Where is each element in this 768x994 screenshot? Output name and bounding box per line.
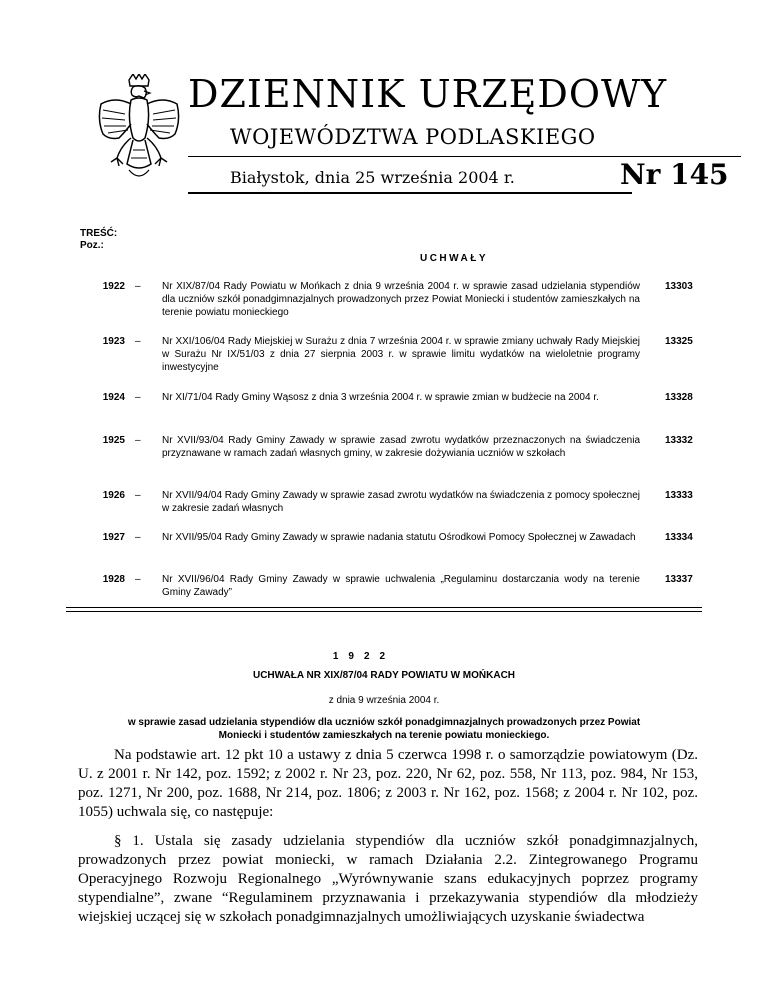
polish-eagle-emblem-icon — [95, 74, 183, 186]
journal-subtitle: WOJEWÓDZTWA PODLASKIEGO — [230, 125, 596, 149]
position-label: Poz.: — [80, 240, 104, 251]
resolution-date: z dnia 9 września 2004 r. — [328, 695, 440, 706]
masthead-bottom-rule — [188, 192, 632, 194]
entry-description: Nr XXI/106/04 Rady Miejskiej w Surażu z dnia 7 września 2004 r. w sprawie zmiany uchwały Rady Miejskiej w Surażu Nr IX/51/03 z dnia 27 sierpnia 2003 r. w sprawie limitu wydatków na wieloletnie programy inwestycyjne — [162, 336, 640, 373]
journal-title: DZIENNIK URZĘDOWY — [188, 72, 668, 116]
entry-dash: – — [135, 336, 141, 347]
entry-dash: – — [135, 490, 141, 501]
entry-description: Nr XVII/93/04 Rady Gminy Zawady w sprawie zasad zwrotu wydatków przeznaczonych na świadczenia przyznawane w ramach zadań własnych gminy, w zakresie dożywiania uczniów w szkołach — [162, 435, 640, 459]
entry-dash: – — [135, 574, 141, 585]
resolution-subject: w sprawie zasad udzielania stypendiów dla uczniów szkół ponadgimnazjalnych prowadzonych przez Powiat Moniecki i studentów zamieszkałych na terenie powiatu monieckiego. — [127, 717, 641, 741]
entry-number: 1924 — [102, 392, 125, 403]
section-1-paragraph: § 1. Ustala się zasady udzielania stypendiów dla uczniów szkół ponadgimnazjalnych, prowadzonych przez powiat moniecki, w ramach Działania 2.2. Zintegrowanego Programu Operacyjnego Rozwoju Regionalnego „Wyrównywanie szans edukacyjnych poprzez programy stypendialne”, zwane “Regulaminem przyznawania i przekazywania stypendiów dla młodzieży wiejskiej uczącej się w szkołach ponadgimnazjalnych umożliwiających uzyskanie świadectwa — [78, 833, 698, 925]
contents-end-rule-top — [66, 607, 702, 608]
entry-number: 1927 — [102, 532, 125, 543]
entry-page: 13303 — [665, 281, 693, 292]
entry-page: 13334 — [665, 532, 693, 543]
entry-dash: – — [135, 281, 141, 292]
entry-dash: – — [135, 392, 141, 403]
entry-description: Nr XVII/94/04 Rady Gminy Zawady w sprawie zasad zwrotu wydatków na świadczenia z pomocy społecznej w zakresie zadań własnych — [162, 490, 640, 514]
entry-number: 1926 — [102, 490, 125, 501]
entry-dash: – — [135, 435, 141, 446]
legal-basis-paragraph: Na podstawie art. 12 pkt 10 a ustawy z dnia 5 czerwca 1998 r. o samorządzie powiatowym (Dz. U. z 2001 r. Nr 142, poz. 1592; z 2002 r. Nr 23, poz. 220, Nr 62, poz. 558, Nr 113, poz. 984, Nr 153, poz. 1271, Nr 200, poz. 1688, Nr 214, poz. 1806; z 2003 r. Nr 162, poz. 1568; z 2004 r. Nr 102, poz. 1055) uchwala się, co następuje: — [78, 747, 698, 820]
issue-number: Nr 145 — [620, 158, 729, 191]
entry-dash: – — [135, 532, 141, 543]
contents-end-rule-bottom — [66, 611, 702, 612]
entry-page: 13328 — [665, 392, 693, 403]
entry-page: 13333 — [665, 490, 693, 501]
entry-description: Nr XIX/87/04 Rady Powiatu w Mońkach z dnia 9 września 2004 r. w sprawie zasad udzielania stypendiów dla uczniów szkół ponadgimnazjalnych prowadzonych przez Powiat Moniecki i studentów zamieszkałych na terenie powiatu monieckiego — [162, 281, 640, 318]
entry-number: 1925 — [102, 435, 125, 446]
issue-place-date: Białystok, dnia 25 września 2004 r. — [230, 168, 515, 187]
entry-number: 1928 — [102, 574, 125, 585]
section-heading: UCHWAŁY — [419, 253, 489, 264]
entry-page: 13325 — [665, 336, 693, 347]
resolution-title: UCHWAŁA NR XIX/87/04 RADY POWIATU W MOŃKACH — [252, 670, 516, 681]
entry-description: Nr XVII/96/04 Rady Gminy Zawady w sprawie uchwalenia „Regulaminu dostarczania wody na terenie Gminy Zawady” — [162, 574, 640, 598]
entry-page: 13332 — [665, 435, 693, 446]
masthead-divider — [188, 156, 741, 157]
entry-page: 13337 — [665, 574, 693, 585]
contents-label: TREŚĆ: — [80, 228, 118, 239]
entry-description: Nr XVII/95/04 Rady Gminy Zawady w sprawie nadania statutu Ośrodkowi Pomocy Społecznej w Zawadach — [162, 532, 636, 543]
resolution-position-number: 1922 — [332, 651, 396, 662]
entry-number: 1922 — [102, 281, 125, 292]
entry-number: 1923 — [102, 336, 125, 347]
entry-description: Nr XI/71/04 Rady Gminy Wąsosz z dnia 3 września 2004 r. w sprawie zmian w budżecie na 2004 r. — [162, 392, 599, 403]
